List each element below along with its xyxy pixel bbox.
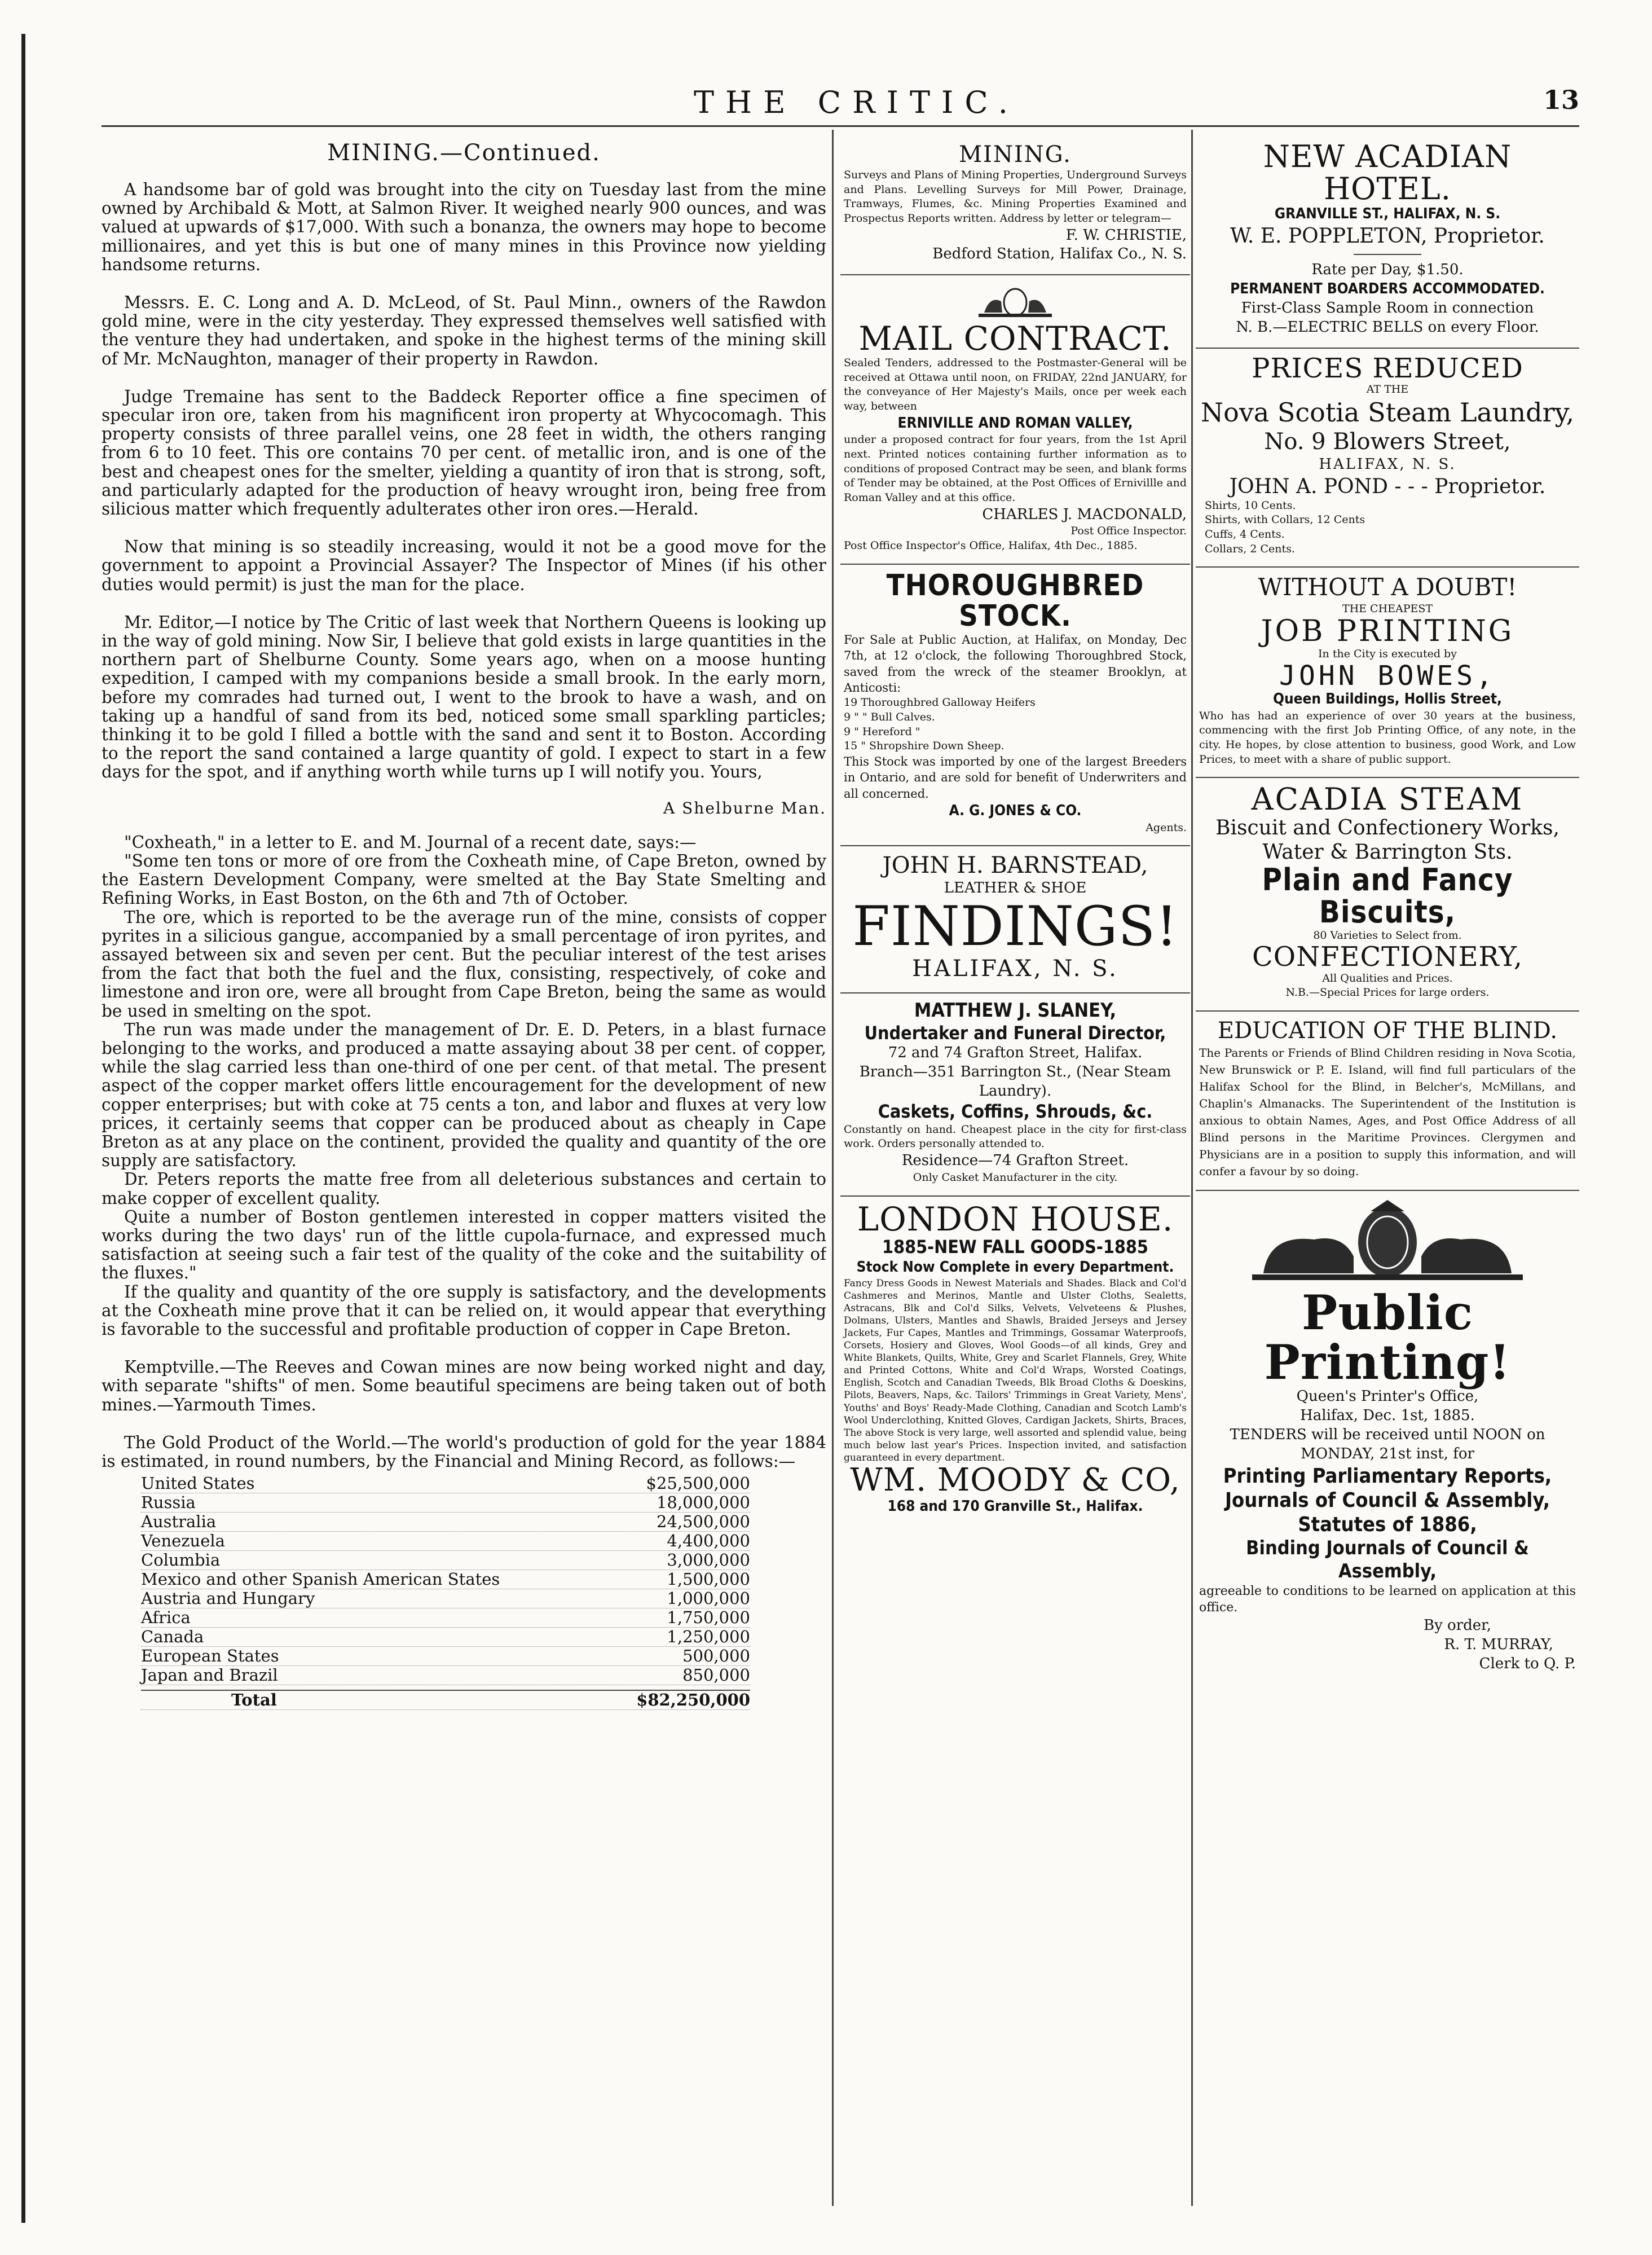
table-total-row: Total $82,250,000 bbox=[141, 1690, 750, 1710]
ad-title: ACADIA STEAM bbox=[1251, 781, 1524, 817]
ad-mining-surveys: MINING. Surveys and Plans of Mining Properties, Underground Surveys and Plans. Levelling Surveys for Mill Power, Drainage, Tramways, Flumes, &c. Mining Properties Examined and Prospectus Reports written. Address by letter or telegram— F. W. CHRISTIE, Bedford Station, Halifax Co., N. S. bbox=[840, 135, 1190, 275]
ad-title: JOB PRINTING bbox=[1261, 614, 1514, 649]
ad-acadia-steam: ACADIA STEAM Biscuit and Confectionery Works, Water & Barrington Sts. Plain and Fancy Biscuits, 80 Varieties to Select from. CONFECTIONERY, All Qualities and Prices. N.B.—Special Prices for large orders. bbox=[1196, 778, 1579, 1012]
masthead-title: THE CRITIC. bbox=[694, 85, 1019, 120]
table-row: Venezuela 4,400,000 bbox=[141, 1531, 750, 1551]
binding-edge bbox=[21, 34, 25, 2223]
coxheath-para: The ore, which is reported to be the average run of the mine, consists of copper pyrites in a silicious gangue, accompanied by a small percentage of iron pyrites, and assayed between six and seven per cent. But the peculiar interest of the test arises from the fact that both the fuel and the flux, consisting, respectively, of coke and limestone and iron ore, were all brought from Cape Breton, being the same as would be used in smelting on the spot. bbox=[102, 907, 826, 1021]
ad-public-printing: Public Printing! Queen's Printer's Office, Halifax, Dec. 1st, 1885. TENDERS will be received until NOON on MONDAY, 21st inst, for Printing Parliamentary Reports, Journals of Council & Assembly, Statutes of 1886, Binding Journals of Council & Assembly, agreeable to conditions to be learned on application at this office. By order, R. T. MURRAY, Clerk to Q. P. bbox=[1196, 1191, 1579, 1683]
ad-london-house: LONDON HOUSE. 1885-NEW FALL GOODS-1885 Stock Now Complete in every Department. Fancy Dress Goods in Newest Materials and Shades. Black and Col'd Cashmeres and Merinos, Mantle and Ulster Cloths, Sealetts, Astracans, Blk and Col'd Silks, Velvets, Velveteens & Plushes, Dolmans, Ulsters, Mantles and Shawls, Braided Jerseys and Jersey Jackets, Fur Capes, Mantles and Trimmings, Gossamar Waterproofs, Corsets, Hosiery and Gloves, Wool Goods—of all kinds, Grey and White Blankets, Quilts, White, Grey and Scarlet Flannels, Grey, White and Printed Cottons, White and Col'd Wraps, Worsted Coatings, English, Scotch and Canadian Tweeds, Blk Broad Cloths & Doeskins, Pilots, Beavers, Naps, &c. Tailors' Trimmings in Great Variety, Mens', Youths' and Boys' Ready-Made Clothing, Canadian and Scotch Lamb's Wool Underclothing, Knitted Gloves, Cardigan Jackets, Shirts, Braces, The above Stock is very large, well assorted and splendid value, being much below last year's Prices. Inspection invited, and satisfaction guaranteed in every department. WM. MOODY & CO, 168 and 170 Granville St., Halifax. bbox=[844, 1199, 1187, 1515]
article-letter: Mr. Editor,—I notice by The Critic of last week that Northern Queens is looking up in the way of gold mining. Now Sir, I believe that gold exists in large quantities in the northern part of Shelburne County. Some years ago, when on a moose hunting expedition, I camped with my companions beside a small brook. In the early morn, before my comrades had turned out, I went to the brook to have a wash, and on taking up a handful of sand from its bed, noticed some small sparkling particles; thinking it to be gold I filled a bottle with the sand and sent it to Boston. According to the report the sand contained a large quantity of gold. I expect to start in a few days for the spot, and if anything worth while turns up I will notify you. Yours, bbox=[102, 612, 826, 782]
ad-title: PRICES REDUCED bbox=[1252, 352, 1523, 384]
royal-arms-icon bbox=[973, 284, 1058, 318]
royal-arms-icon bbox=[1230, 1200, 1545, 1285]
article-gold-bar: A handsome bar of gold was brought into the city on Tuesday last from the mine owned by Archibald & Mott, at Salmon River. It weighed nearly 900 ounces, and was valued at upwards of $17,000. With such a bonanza, the owners may hope to become millionaires, and yet this is but one of many mines in this Province now yielding handsome returns. bbox=[102, 180, 826, 274]
column-rule-1 bbox=[832, 130, 834, 2206]
news-column bbox=[102, 135, 826, 2195]
letter-signature: A Shelburne Man. bbox=[663, 798, 826, 817]
section-title: MINING.—Continued. bbox=[327, 140, 601, 166]
ad-new-acadian-hotel: NEW ACADIAN HOTEL. GRANVILLE ST., HALIFAX, N. S. W. E. POPPLETON, Proprietor. Rate per Day, $1.50. PERMANENT BOARDERS ACCOMMODATED. First-Class Sample Room in connection N. B.—ELECTRIC BELLS on every Floor. bbox=[1196, 135, 1579, 349]
table-row: Austria and Hungary 1,000,000 bbox=[141, 1589, 750, 1608]
ad-title: LONDON HOUSE. bbox=[857, 1199, 1174, 1238]
table-row: Australia 24,500,000 bbox=[141, 1512, 750, 1532]
column-rule-2 bbox=[1191, 130, 1193, 2206]
ad-column-middle bbox=[840, 135, 1190, 2195]
table-row: Mexico and other Spanish American States 1,500,000 bbox=[141, 1570, 750, 1589]
ad-column-right bbox=[1196, 135, 1579, 2195]
gold-production-table bbox=[141, 1474, 750, 1710]
header-rule bbox=[102, 125, 1579, 127]
ad-title: Public Printing! bbox=[1264, 1285, 1511, 1391]
ad-job-printing: WITHOUT A DOUBT! THE CHEAPEST JOB PRINTING In the City is executed by JOHN BOWES, Queen Buildings, Hollis Street, Who has had an experience of over 30 years at the business, commencing with the first Job Printing Office, of any note, in the city. He hopes, by close attention to business, good Work, and Low Prices, to meet with a share of public support. bbox=[1196, 568, 1579, 778]
ad-education-blind: EDUCATION OF THE BLIND. The Parents or Friends of Blind Children residing in Nova Scotia, New Brunswick or P. E. Island, will find full particulars of the Halifax School for the Blind, in Belcher's, McMillans, and Chaplin's Almanacks. The Superintendent of the Institution is anxious to obtain Names, Ages, and Post Office Address of all Blind persons in the Maritime Provinces. Clergymen and Physicians are in a position to supply this information, and will confer a favour by so doing. bbox=[1196, 1012, 1579, 1191]
article-assayer: Now that mining is so steadily increasing, would it not be a good move for the government to appoint a Provincial Assayer? The Inspector of Mines (if his other duties would permit) is just the man for the place. bbox=[102, 537, 826, 594]
ad-steam-laundry: PRICES REDUCED AT THE Nova Scotia Steam Laundry, No. 9 Blowers Street, HALIFAX, N. S. JOHN A. POND - - - Proprietor. Shirts, 10 Cents. Shirts, with Collars, 12 Cents Cuffs, 4 Cents. Collars, 2 Cents. bbox=[1196, 349, 1579, 568]
table-row: Russia 18,000,000 bbox=[141, 1493, 750, 1513]
table-row: United States $25,500,000 bbox=[141, 1474, 750, 1493]
ad-title: MINING. bbox=[959, 142, 1072, 168]
article-kemptville: Kemptville.—The Reeves and Cowan mines are now being worked night and day, with separate "shifts" of men. Some beautiful specimens are being taken out of both mines.—Yarmouth Times. bbox=[102, 1357, 826, 1414]
article-gold-product: The Gold Product of the World.—The world's production of gold for the year 1884 is estimated, in round numbers, by the Financial and Mining Record, as follows:— bbox=[102, 1432, 826, 1471]
ad-title: EDUCATION OF THE BLIND. bbox=[1217, 1018, 1558, 1044]
table-row: Canada 1,250,000 bbox=[141, 1627, 750, 1647]
table-row: European States 500,000 bbox=[141, 1646, 750, 1666]
coxheath-para: The run was made under the management of Dr. E. D. Peters, in a blast furnace belonging to the works, and produced a matte assaying about 38 per cent. of copper, while the slag carried less than one-third of one per cent. of that metal. The present aspect of the copper market offers little encouragement for the development of new copper enterprises; but with coke at 75 cents a ton, and labor and fluxes at very low prices, it certainly seems that copper can be produced about as cheaply in Cape Breton as at any place on the continent, provided the quality and quantity of the ore supply are satisfactory. bbox=[102, 1019, 826, 1171]
ad-thoroughbred-stock: THOROUGHBRED STOCK. For Sale at Public Auction, at Halifax, on Monday, Dec 7th, at 12 o'clock, the following Thoroughbred Stock, saved from the wreck of the steamer Brooklyn, at Anticosti: 19 Thoroughbred Galloway Heifers 9 " " Bull Calves. 9 " Hereford " 15 " Shropshire Down Sheep. This Stock was imported by one of the largest Breeders in Ontario, and are sold for benefit of Underwriters and all concerned. A. G. JONES & CO. Agents. bbox=[840, 565, 1190, 847]
ad-title: THOROUGHBRED STOCK. bbox=[886, 568, 1144, 634]
article-rawdon: Messrs. E. C. Long and A. D. McLeod, of St. Paul Minn., owners of the Rawdon gold mine, were in the city yesterday. They expressed themselves well satisfied with the venture they had undertaken, and spoke in the highest terms of the mining skill of Mr. McNaughton, manager of their property in Rawdon. bbox=[102, 293, 826, 368]
ad-title: MAIL CONTRACT. bbox=[858, 319, 1172, 358]
ad-slaney-undertaker: MATTHEW J. SLANEY, Undertaker and Funeral Director, 72 and 74 Grafton Street, Halifax. Branch—351 Barrington St., (Near Steam Laundry). Caskets, Coffins, Shrouds, &c. Constantly on hand. Cheapest place in the city for first-class work. Orders personally attended to. Residence—74 Grafton Street. Only Casket Manufacturer in the city. bbox=[840, 994, 1190, 1197]
coxheath-para: If the quality and quantity of the ore supply is satisfactory, and the developments at the Coxheath mine prove that it can be relied on, it would appear that everything is favorable to the successful and profitable production of copper in Cape Breton. bbox=[102, 1282, 826, 1339]
article-iron-ore: Judge Tremaine has sent to the Baddeck Reporter office a fine specimen of specular iron ore, taken from his magnificent iron property at Whycocomagh. This property consists of three parallel veins, one 28 feet in width, the others ranging from 6 to 10 feet. This ore contains 70 per cent. of metallic iron, and is one of the best and cheapest ones for the smelter, yielding a quantity of iron that is strong, soft, and particularly adapted for the production of heavy wrought iron, being free from silicious matter which frequently adulterates other iron ores.—Herald. bbox=[102, 386, 826, 519]
ad-title: NEW ACADIAN HOTEL. bbox=[1263, 139, 1512, 206]
table-row: Africa 1,750,000 bbox=[141, 1608, 750, 1628]
coxheath-para: "Some ten tons or more of ore from the Coxheath mine, of Cape Breton, owned by the Eastern Development Company, were smelted at the Bay State Smelting and Refining Works, in East Boston, on the 6th and 7th of October. bbox=[102, 851, 826, 908]
page-number: 13 bbox=[1543, 85, 1579, 115]
coxheath-para: Dr. Peters reports the matte free from all deleterious substances and certain to make copper of excellent quality. bbox=[102, 1170, 826, 1208]
ad-title: FINDINGS! bbox=[852, 895, 1178, 959]
table-row: Columbia 3,000,000 bbox=[141, 1550, 750, 1570]
page-header bbox=[102, 85, 1579, 130]
coxheath-intro: "Coxheath," in a letter to E. and M. Journal of a recent date, says:— bbox=[124, 832, 697, 852]
coxheath-para: Quite a number of Boston gentlemen interested in copper matters visited the works during the two days' run of the little cupola-furnace, and expressed much satisfaction at seeing such a fair test of the quality of the coke and the suitability of the fluxes." bbox=[102, 1207, 826, 1283]
ad-barnstead-findings: JOHN H. BARNSTEAD, LEATHER & SHOE FINDINGS! HALIFAX, N. S. bbox=[840, 846, 1190, 994]
ad-mail-contract: MAIL CONTRACT. Sealed Tenders, addressed to the Postmaster-General will be received at Ottawa until noon, on FRIDAY, 22nd JANUARY, for the conveyance of Her Majesty's Mails, once per week each way, between ERNIVILLE AND ROMAN VALLEY, under a proposed contract for four years, from the 1st April next. Printed notices containing further information as to conditions of proposed Contract may be seen, and blank forms of Tender may be obtained, at the Post Offices of Ernivillle and Roman Valley and at this office. CHARLES J. MACDONALD, Post Office Inspector. Post Office Inspector's Office, Halifax, 4th Dec., 1885. bbox=[840, 275, 1190, 565]
table-row: Japan and Brazil 850,000 bbox=[141, 1665, 750, 1685]
